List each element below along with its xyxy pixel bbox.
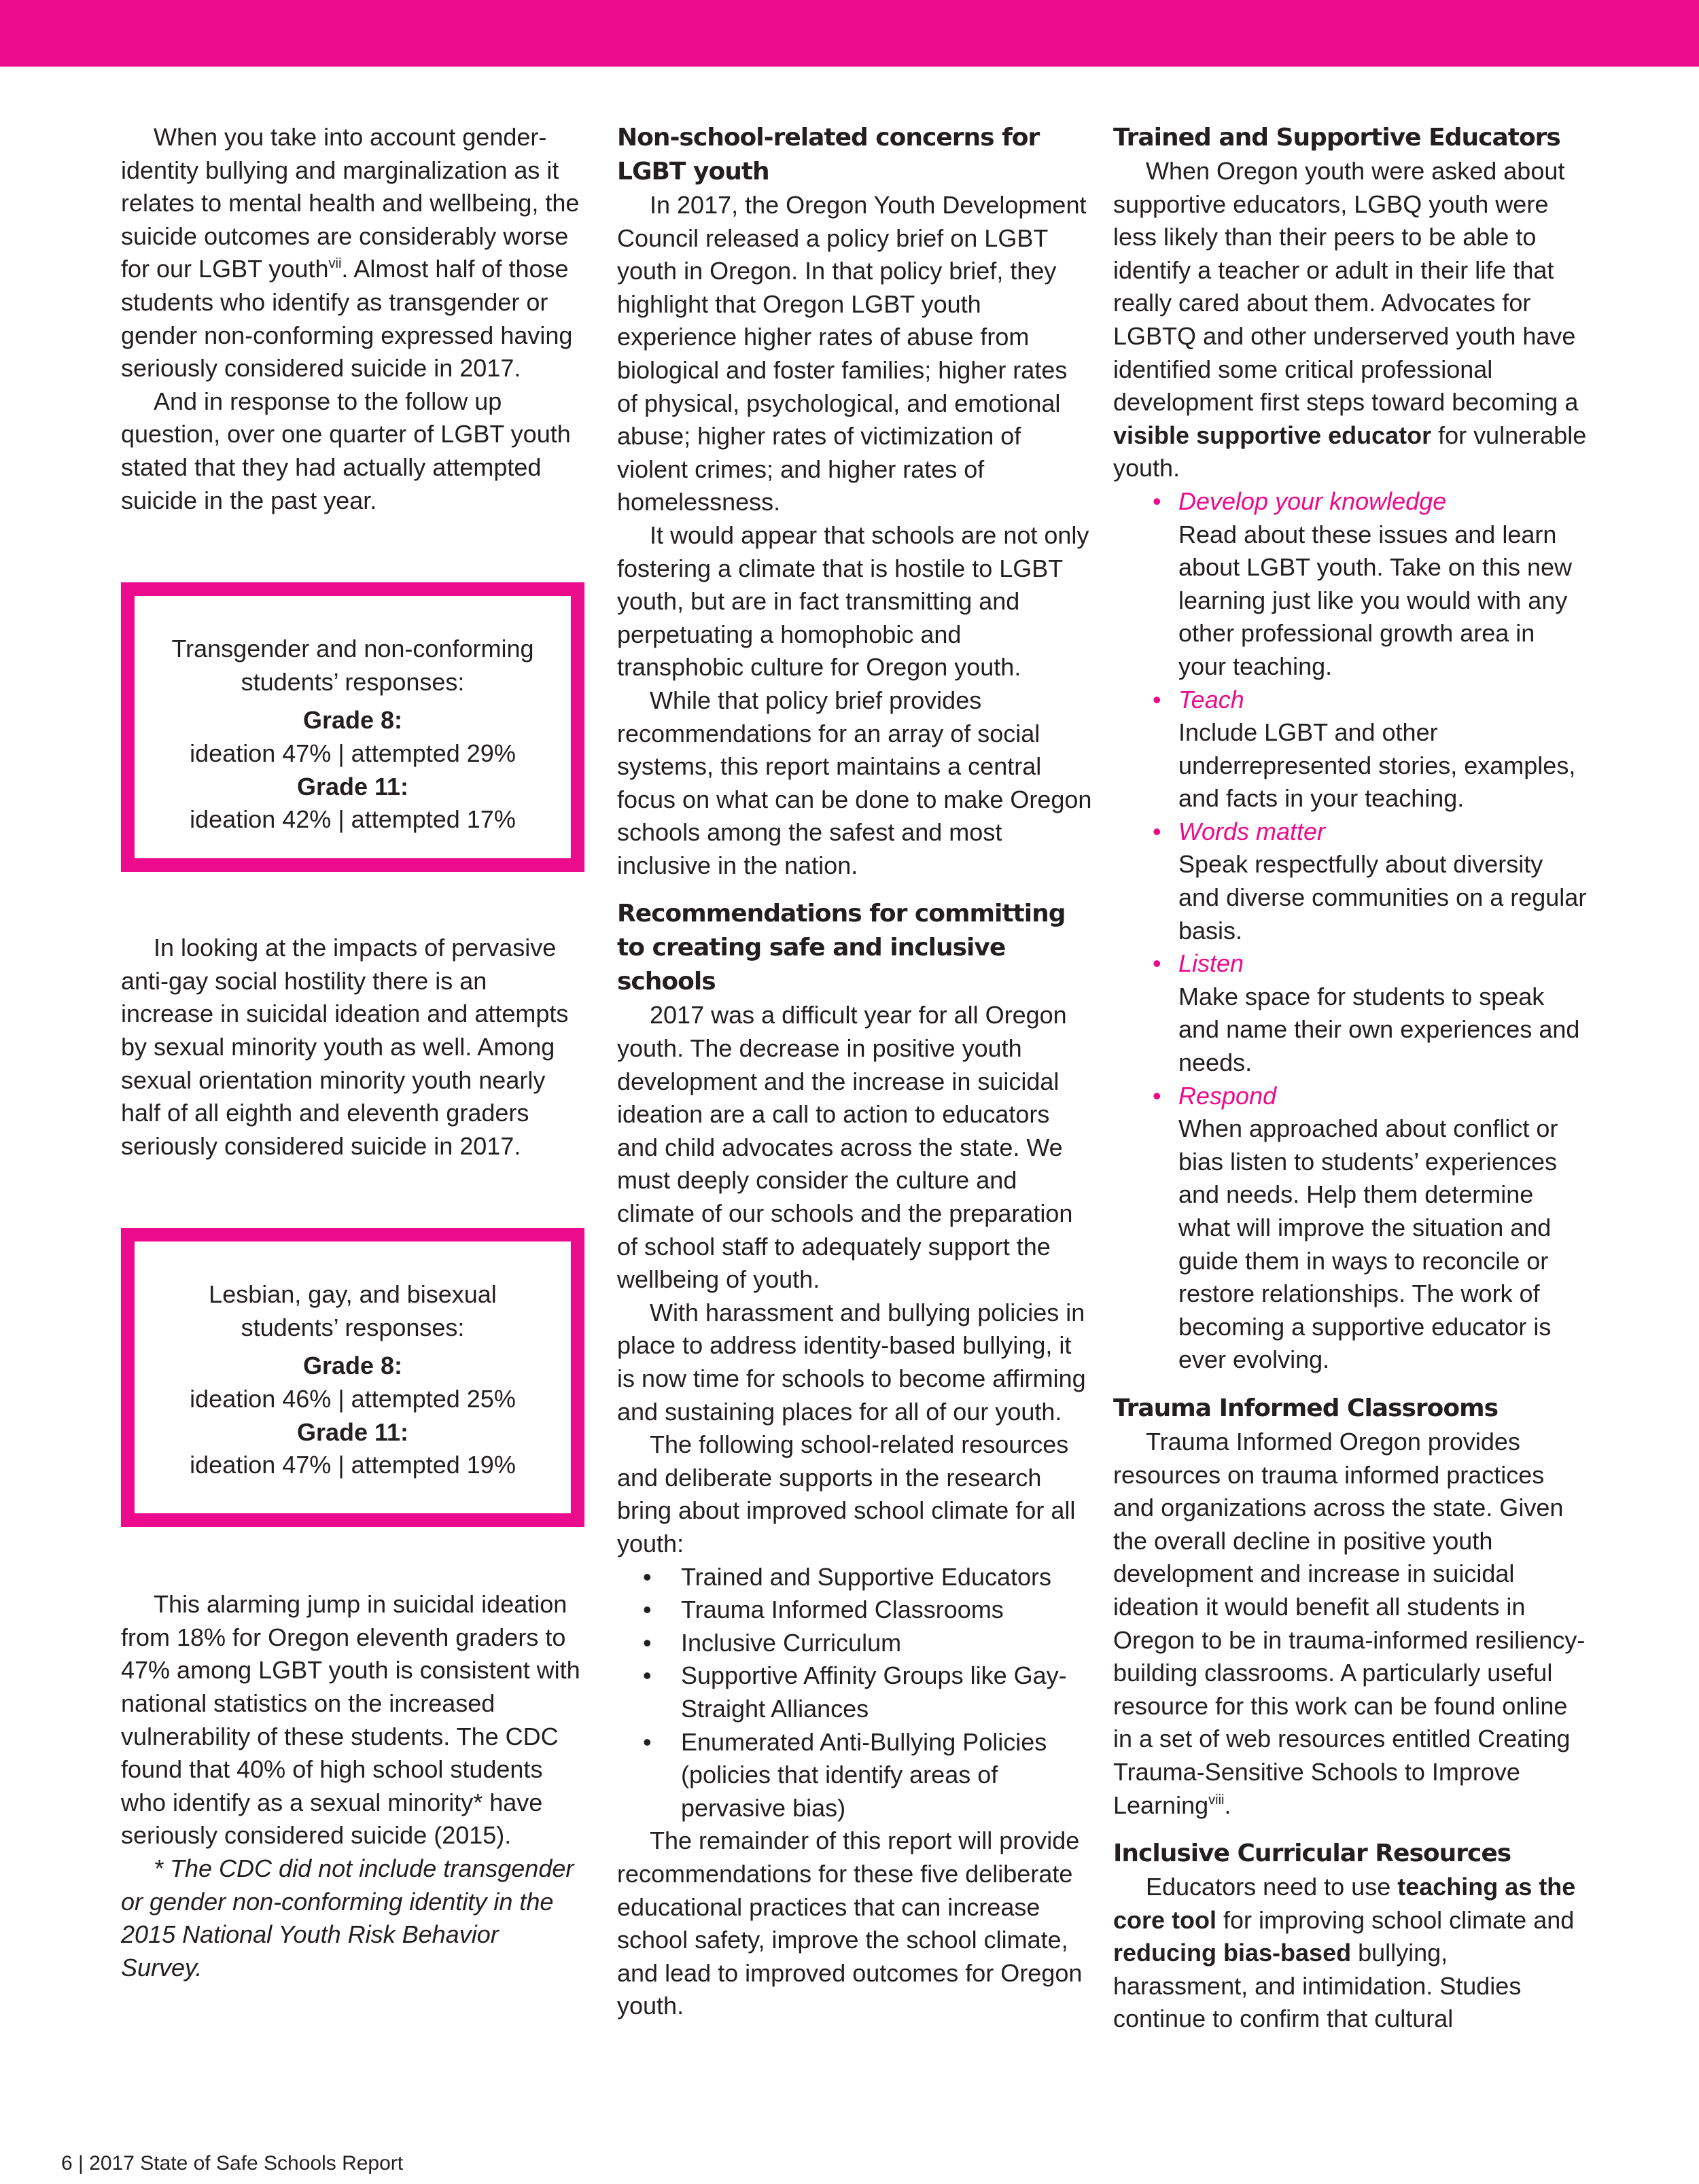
- list-item: • Supportive Affinity Groups like Gay-Straight Alliances: [643, 1659, 1093, 1725]
- list-item: • Enumerated Anti-Bullying Policies (policies that identify areas of pervasive bias): [643, 1726, 1093, 1825]
- paragraph-national-statistics: This alarming jump in suicidal ideation from 18% for Oregon eleventh graders to 47% among LGBT youth is consistent with national statistics on the increased vulnerability of these students. The CDC found that 40% of high school students who identify as a sexual minority* have seriously considered suicide (2015).: [121, 1590, 580, 1850]
- top-accent-bar: [0, 0, 1699, 67]
- paragraph-anti-gay-hostility: In looking at the impacts of pervasive anti-gay social hostility there is an increase in suicidal ideation and attempts by sexual minority youth as well. Among sexual orientation minority youth nearly half of all eighth and eleventh graders seriously considered suicide in 2017.: [121, 934, 569, 1160]
- tip-text: Speak respectfully about diversity and diverse communities on a regular basis.: [1178, 850, 1587, 945]
- list-item: • Trained and Supportive Educators: [643, 1561, 1093, 1594]
- callout-heading: Lesbian, gay, and bisexual: [209, 1280, 497, 1309]
- heading-inclusive-curricular: Inclusive Curricular Resources: [1113, 1839, 1511, 1868]
- paragraph-remainder: The remainder of this report will provide recommendations for these five deliberate educational practices that can increase school safety, improve the school climate, and lead to improved outcomes for Oregon youth.: [617, 1827, 1083, 2020]
- tip-text: Read about these issues and learn about LGBT youth. Take on this new learning just like you would with any other professional growth area in your teaching.: [1178, 520, 1573, 680]
- heading-trauma-informed: Trauma Informed Classrooms: [1113, 1394, 1499, 1422]
- heading-recommendations: Recommendations for committing to creating safe and inclusive schools: [617, 900, 1066, 996]
- list-item: [1153, 815, 1589, 947]
- callout-transgender-stats: [121, 582, 584, 872]
- heading-non-school-concerns: Non-school-related concerns for LGBT youth: [617, 124, 1040, 186]
- column-left: [121, 121, 583, 1984]
- tip-title: • Teach: [1178, 685, 1244, 714]
- paragraph-supportive-educators: When Oregon youth were asked about supportive educators, LGBQ youth were less likely than their peers to be able to identify a teacher or adult in their life that really cared about them. Advocates for LGBTQ and other underserved youth have identified some critical professional development first steps toward becoming a visible supportive educator for vulnerable youth.: [1113, 157, 1587, 482]
- grade-11-label: Grade 11:: [296, 1417, 409, 1446]
- paragraph-trauma-informed: Trauma Informed Oregon provides resources on trauma informed practices and organizations across the state. Given the overall decline in positive youth development and increase in suicidal ideation it would benefit all students in Oregon to be in trauma-informed resiliency-building classrooms. A particularly useful resource for this work can be found online in a set of web resources entitled Creating Trauma-Sensitive Schools to Improve Learning$^{viii}$.: [1113, 1427, 1586, 1819]
- list-item: • Trauma Informed Classrooms: [643, 1593, 1093, 1627]
- tip-title: • Respond: [1178, 1081, 1277, 1110]
- list-item: • Inclusive Curriculum: [643, 1627, 1093, 1660]
- page-footer: 6 | 2017 State of Safe Schools Report: [61, 2152, 404, 2174]
- tip-text: Include LGBT and other underrepresented stories, examples, and facts in your teaching.: [1178, 718, 1576, 813]
- paragraph-difficult-year: 2017 was a difficult year for all Oregon youth. The decrease in positive youth development and the increase in suicidal ideation are a call to action to educators and child advocates across the state. We must deeply consider the culture and climate of our schools and the preparation of school staff to adequately support the wellbeing of youth.: [617, 1001, 1073, 1294]
- callout-heading: Transgender and non-conforming: [171, 635, 534, 663]
- heading-trained-educators: Trained and Supportive Educators: [1113, 124, 1560, 152]
- list-item: [1153, 684, 1589, 815]
- grade-8-values: ideation 46% | attempted 25%: [190, 1385, 516, 1413]
- paragraph-school-climate: It would appear that schools are not only fostering a climate that is hostile to LGBT youth, but are in fact transmitting and perpetuating a homophobic and transphobic culture for Oregon youth.: [617, 521, 1089, 682]
- tip-title: • Listen: [1178, 949, 1244, 978]
- list-item: [1153, 485, 1589, 684]
- endnote-viii[interactable]: viii: [1208, 1792, 1225, 1808]
- grade-8-label: Grade 8:: [302, 706, 403, 735]
- tip-title: • Words matter: [1178, 817, 1326, 845]
- list-item: [1153, 1080, 1589, 1377]
- paragraph-harassment-policies: With harassment and bullying policies in place to address identity-based bullying, it is now time for schools to become affirming and sustaining places for all of our youth.: [617, 1298, 1086, 1426]
- callout-lgb-stats: [121, 1228, 584, 1527]
- grade-11-label: Grade 11:: [296, 772, 409, 800]
- list-item: [1153, 947, 1589, 1079]
- practices-list: [617, 1561, 1093, 1825]
- column-right: [1113, 121, 1589, 2036]
- callout-heading: students’ responses:: [241, 1313, 465, 1341]
- tip-text: Make space for students to speak and name their own experiences and needs.: [1178, 982, 1580, 1077]
- paragraph-central-focus: While that policy brief provides recommendations for an array of social systems, this report maintains a central focus on what can be done to make Oregon schools among the safest and most inclusive in the nation.: [617, 686, 1092, 879]
- footnote-cdc: * The CDC did not include transgender or gender non-conforming identity in the 2015 National Youth Risk Behavior Survey.: [121, 1854, 574, 1982]
- paragraph-resources-intro: The following school-related resources and deliberate supports in the research bring about improved school climate for all youth:: [617, 1430, 1076, 1557]
- tip-title: • Develop your knowledge: [1178, 487, 1447, 515]
- educator-tips-list: [1113, 485, 1589, 1377]
- grade-11-values: ideation 47% | attempted 19%: [190, 1451, 516, 1479]
- tip-text: When approached about conflict or bias listen to students’ experiences and needs. Help them determine what will improve the situation and guide them in ways to reconcile or restore relationships. The work of becoming a supportive educator is ever evolving.: [1178, 1114, 1558, 1374]
- paragraph-inclusive-curricular: Educators need to use teaching as the core tool for improving school climate and reducing bias-based bullying, harassment, and intimidation. Studies continue to confirm that cultural: [1113, 1873, 1576, 2033]
- column-middle: [617, 121, 1093, 2023]
- paragraph-attempts: And in response to the follow up question, over one quarter of LGBT youth stated that they had actually attempted suicide in the past year.: [121, 387, 571, 514]
- grade-11-values: ideation 42% | attempted 17%: [190, 805, 516, 834]
- callout-heading: students’ responses:: [241, 667, 465, 696]
- grade-8-values: ideation 47% | attempted 29%: [190, 739, 516, 767]
- grade-8-label: Grade 8:: [302, 1352, 403, 1380]
- paragraph-policy-brief: In 2017, the Oregon Youth Development Council released a policy brief on LGBT youth in Oregon. In that policy brief, they highlight that Oregon LGBT youth experience higher rates of abuse from biological and foster families; higher rates of physical, psychological, and emotional abuse; higher rates of victimization of violent crimes; and higher rates of homelessness.: [617, 191, 1087, 516]
- paragraph-gender-identity: When you take into account gender-identity bullying and marginalization as it relates to mental health and wellbeing, the suicide outcomes are considerably worse for our LGBT youth$^{vii}$. Almost half of those students who identify as transgender or gender non-conforming expressed having seriously considered suicide in 2017.: [121, 123, 580, 383]
- endnote-vii[interactable]: vii: [328, 256, 342, 272]
